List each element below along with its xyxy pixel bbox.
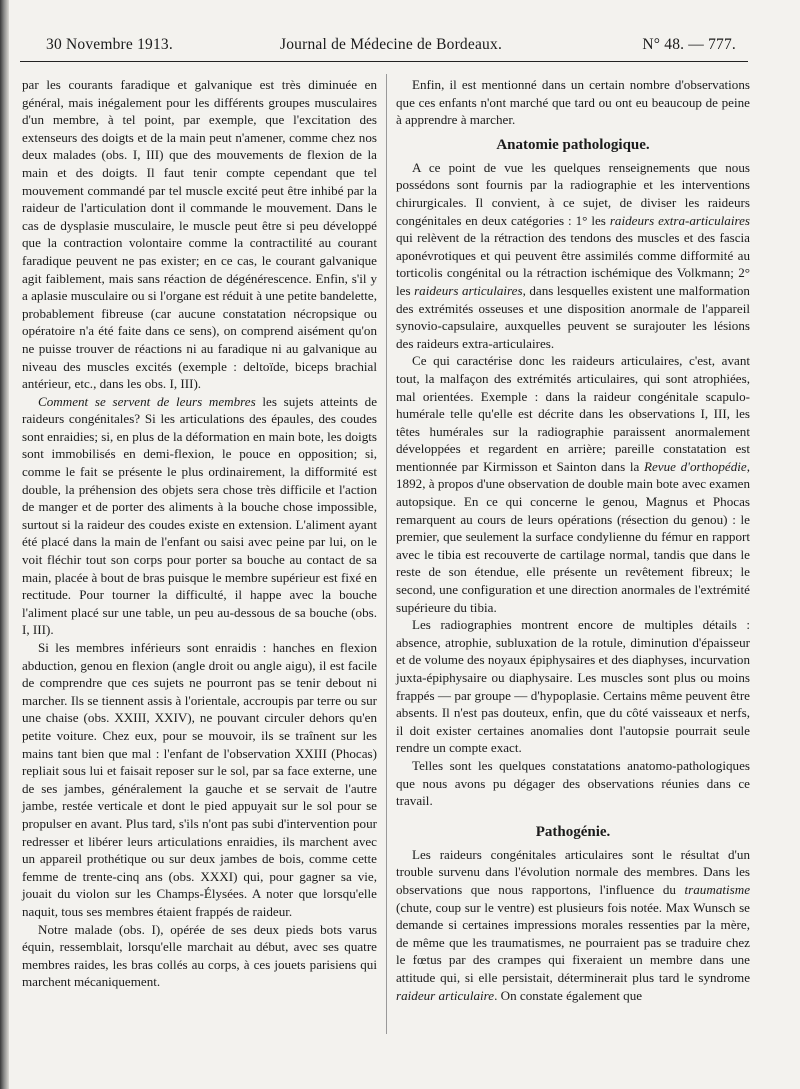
running-header [46, 36, 736, 60]
paragraph-text: (chute, coup sur le ventre) est plusieurs fois notée. Max Wunsch se demande si certaines impressions morales ressenties par la mère, de même que les traumatismes, ne pourraient pas se traduire chez le fœtus par des crampes qui fixeraient un membre dans une attitude qui, si elle persistait, déterminerait plus tard le syndrome [396, 899, 750, 985]
paragraph: Les radiographies montrent encore de multiples détails : absence, atrophie, subluxation de la rotule, diminution d'épaisseur et de volume des noyaux épiphysaires et des diaphyses, incurvation juxta-épiphysaire ou diaphysaire. Les muscles sont plus ou moins frappés — par groupe — d'hypoplasie. Certains même peuvent être absents. Il n'est pas douteux, enfin, que du côté vaisseaux et nerfs, il doit exister certaines anomalies dont l'autopsie pourrait seule rendre un compte exact. [396, 617, 750, 756]
paragraph [396, 159, 750, 353]
page-binding-edge [0, 0, 9, 1089]
paragraph-text: A ce point de vue les quelques renseignements que nous possédons sont fournis par la radiographie et les interventions chirurgicales. Il convient, à ce sujet, de diviser les raideurs congénitales en deux catégories : 1° les [396, 159, 750, 228]
column-separator [386, 74, 387, 1034]
header-issue-page: N° 48. — 777. [642, 36, 736, 53]
italic-phrase: Comment se servent de leurs membres [38, 393, 256, 409]
header-journal-title: Journal de Médecine de Bordeaux. [279, 36, 503, 53]
paragraph-text: Les raideurs congénitales articulaires sont le résultat d'un trouble survenu dans l'évolution normale des membres. Dans les observations que nous rapportons, l'influence du [396, 846, 750, 897]
header-rule [20, 61, 748, 62]
paragraph-text: . On constate également que [494, 987, 643, 1003]
paragraph: Enfin, il est mentionné dans un certain nombre d'observations que ces enfants n'ont marché que tard ou ont eu beaucoup de peine à apprendre à marcher. [396, 77, 750, 128]
section-heading-anatomie: Anatomie pathologique. [496, 136, 650, 153]
paragraph: Notre malade (obs. I), opérée de ses deux pieds bots varus équin, ressemblait, lorsqu'elle marchait au début, avec ses quatre membres raides, les bras collés au corps, à ces jouets parisiens qui marchent mécaniquement. [22, 921, 377, 990]
paragraph [22, 393, 377, 639]
paragraph-text: les sujets atteints de raideurs congénitales? Si les articulations des épaules, des coudes sont enraidies; si, en plus de la déformation en main bote, les doigts sont immobilisés en demi-flexion, le pouce en opposition; si, comme le fait se présente le plus ordinairement, la difformité est double, la préhension des objets sera chose très difficile et l'action de manger et de porter des aliments à la bouche chose impossible, surtout si la raideur des coudes existe en extension. L'aliment ayant été placé dans la main de l'enfant ou saisi avec peine par lui, on le voit fléchir tout son corps pour porter sa bouche au contact de sa main, placée à bout de bras puisque le membre supérieur est fixé en rectitude. Pour tourner la difficulté, il happe avec la bouche l'aliment placé sur une table, un peu au-dessous de sa bouche (obs. I, III). [22, 393, 378, 638]
section-heading-pathogenie: Pathogénie. [535, 823, 611, 840]
italic-phrase: traumatisme [684, 881, 750, 897]
paragraph: par les courants faradique et galvanique est très diminuée en général, mais inégalement pour les différents groupes musculaires d'un membre, à tel point, par exemple, que l'excitation des extenseurs des doigts et de la main peut n'amener, comme chez nos deux malades (obs. I, III) que des mouvements de flexion de la main et des doigts. Il faut tenir compte cependant que tel mouvement commandé par tel muscle excité peut être inhibé par la raideur de l'articulation dont il commande le mouvement. Dans le cas de dysplasie musculaire, le muscle peut être si peu développé que la contraction volontaire comme la contractilité au courant faradique peuvent ne pas exister; en ce cas, le courant galvanique agit faiblement, mais sans réaction de dégénérescence. Enfin, s'il y a aplasie musculaire ou si l'organe est réduit à une petite bandelette, probablement fibreuse (car aucune constatation nécropsique ou opératoire n'a été faite dans ce sens), on comprend aisément qu'on ne puisse trouver de réactions ni au faradique ni au galvanique au niveau des muscles excités (exemple : deltoïde, biceps brachial antérieur, etc., dans les obs. I, III). [22, 77, 377, 392]
italic-phrase: raideur articulaire [396, 987, 495, 1003]
left-column [22, 76, 377, 991]
paragraph-text: Ce qui caractérise donc les raideurs articulaires, c'est, avant tout, la malfaçon des extrémités articulaires, qui sont atrophiées, mal orientées. Exemple : dans la raideur congénitale scapulo-humérale telle qu'elle est décrite dans les observations I, III, les têtes humérales sur la radiographie paraissent anormalement développées et regardent en arrière; pareille constatation est mentionnée par Kirmisson et Sainton dans la [396, 353, 750, 474]
italic-phrase: Revue d'orthopédie [643, 458, 747, 474]
paragraph-text: , dans lesquelles existent une malformation des extrémités osseuses et une disposition anormale de l'appareil synovio-capsulaire, auxquelles peuvent se surajouter les lésions des raideurs extra-articulaires. [396, 282, 750, 351]
paragraph: Telles sont les quelques constatations anatomo-pathologiques que nous avons pu dégager des observations réunies dans ce travail. [396, 757, 750, 809]
header-date: 30 Novembre 1913. [46, 36, 173, 53]
paragraph [396, 846, 750, 1004]
paragraph-text: , 1892, à propos d'une observation de double main bote avec examen autopsique. En ce qui concerne le genou, Magnus et Phocas remarquent au cours de leurs opérations (résection du genou) : le premier, que seulement la surface condylienne du fémur en rapport avec le tibia est recouverte de cartilage normal, tandis que dans le reste de son étendue, elle présente un revêtement fibreux; le second, une configuration et une direction anormales de l'extrémité supérieure du tibia. [396, 458, 750, 615]
italic-phrase: raideurs articulaires [414, 282, 523, 298]
italic-phrase: raideurs extra-articulaires [609, 212, 750, 228]
paragraph: Si les membres inférieurs sont enraidis : hanches en flexion abduction, genou en flexion (angle droit ou angle aigu), il est facile de comprendre que ces sujets ne pourront pas se tenir debout ni marcher. Ils se tiennent assis à l'orientale, accroupis par terre ou sur une chaise (obs. XXIII, XXIV), ne pouvant circuler dehors qu'en petite voiture. Chez eux, pour se mouvoir, ils se traînent sur les mains tant bien que mal : l'enfant de l'observation XXIII (Phocas) repliait sous lui et faisait reposer sur le sol, par sa face externe, une de ses jambes, généralement la gauche et se servait de l'autre jambe, restée verticale et dont le pied appuyait sur le sol pour se propulser en avant. Plus tard, s'ils n'ont pas subi d'intervention pour redresser et libérer leurs articulations enraidies, ils marchent avec un appareil prothétique ou sur deux jambes de bois, comme cette femme de trente-cinq ans (obs. XXXI) qui, pour gagner sa vie, jouait du violon sur les Champs-Élysées. A noter que lorsqu'elle naquit, tous ses membres étaient frappés de raideur. [22, 640, 377, 919]
paragraph [396, 352, 750, 616]
right-column [396, 76, 750, 1004]
paragraph-text: qui relèvent de la rétraction des tendons des muscles et des fascia aponévrotiques et qui peuvent être assimilés comme difformité au torticolis congénital ou la rétraction ischémique des Volkmann; 2° les [396, 230, 750, 298]
